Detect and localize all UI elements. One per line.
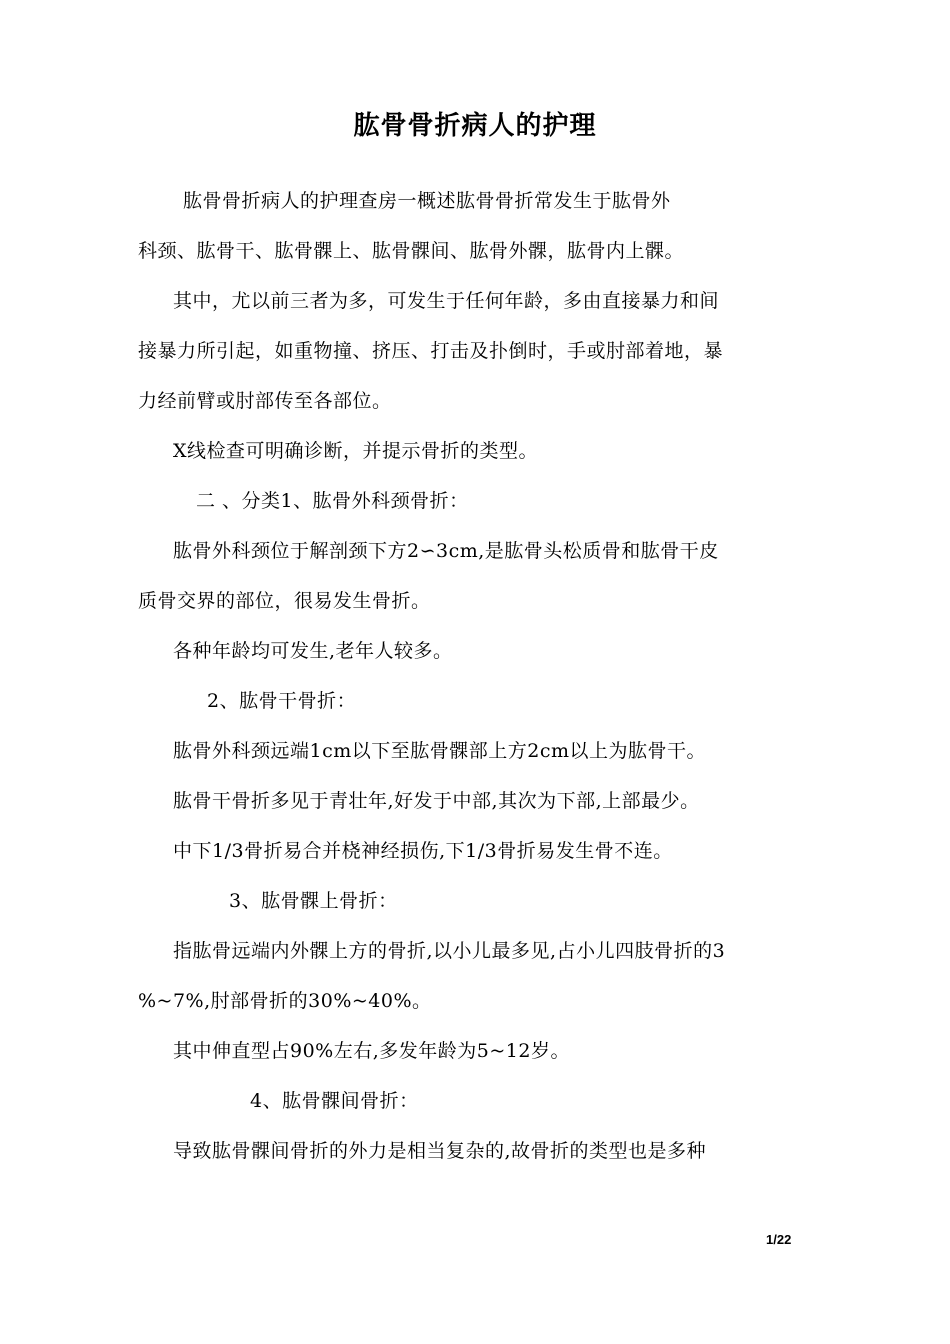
text-line: 导致肱骨髁间骨折的外力是相当复杂的,故骨折的类型也是多种 [173,1140,707,1162]
section-heading: 二 、分类1、肱骨外科颈骨折： [196,490,469,512]
text-line: 其中伸直型占90%左右,多发年龄为5~12岁。 [173,1040,570,1062]
text-line: 肱骨骨折病人的护理查房一概述肱骨骨折常发生于肱骨外 [183,190,671,212]
page-number: 1/22 [766,1232,792,1247]
text-line: %~7%,肘部骨折的30%~40%。 [138,990,432,1012]
text-line: 其中，尤以前三者为多，可发生于任何年龄，多由直接暴力和间 [173,290,720,312]
document-title: 肱骨骨折病人的护理 [353,111,597,141]
section-heading: 3、肱骨髁上骨折： [229,890,398,912]
text-line: 接暴力所引起，如重物撞、挤压、打击及扑倒时，手或肘部着地，暴 [138,340,724,362]
text-line: X线检查可明确诊断，并提示骨折的类型。 [173,440,539,462]
text-line: 中下1/3骨折易合并桡神经损伤,下1/3骨折易发生骨不连。 [173,840,673,862]
text-line: 力经前臂或肘部传至各部位。 [138,390,392,412]
section-heading: 4、肱骨髁间骨折： [250,1090,419,1112]
text-line: 指肱骨远端内外髁上方的骨折,以小儿最多见,占小儿四肢骨折的3 [173,940,726,962]
text-line: 科颈、肱骨干、肱骨髁上、肱骨髁间、肱骨外髁，肱骨内上髁。 [138,240,685,262]
text-line: 各种年龄均可发生,老年人较多。 [173,640,453,662]
text-line: 肱骨干骨折多见于青壮年,好发于中部,其次为下部,上部最少。 [173,790,700,812]
text-line: 肱骨外科颈远端1cm以下至肱骨髁部上方2cm以上为肱骨干。 [173,740,706,762]
section-heading: 2、肱骨干骨折： [207,690,357,712]
text-line: 肱骨外科颈位于解剖颈下方2∽3cm,是肱骨头松质骨和肱骨干皮 [173,540,719,562]
text-line: 质骨交界的部位，很易发生骨折。 [138,590,431,612]
